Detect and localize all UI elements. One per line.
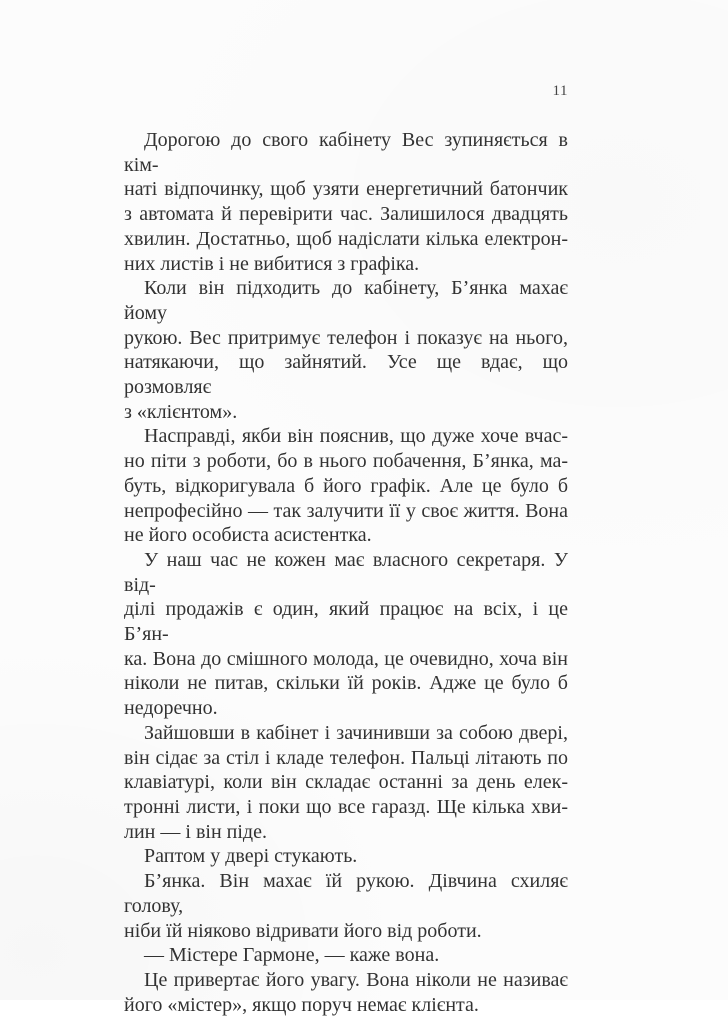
text-line: лин — і він піде. [124,820,267,843]
text-block [124,128,568,1017]
text-line: Насправді, якби він пояснив, що дуже хоче вчас- [144,425,568,448]
text-line: він сідає за стіл і кладе телефон. Пальці літають по [124,746,568,769]
text-line: ка. Вона до смішного молода, це очевидно, хоча він [124,647,568,670]
paragraph [124,869,568,943]
text-line: — Містере Гармоне, — каже вона. [144,944,440,967]
paragraph [124,844,568,869]
text-line: хвилин. Достатньо, щоб надіслати кілька електрон- [124,227,568,250]
paragraph [124,276,568,424]
text-line: рукою. Вес притримує телефон і показує на нього, [124,326,568,349]
paragraph [124,424,568,548]
paragraph [124,721,568,845]
text-line: недоречно. [124,697,218,720]
text-line: його «містер», якщо поруч немає клієнта. [124,993,479,1016]
text-line: наті відпочинку, щоб узяти енергетичний батончик [124,178,568,201]
text-line: них листів і не вибитися з графіка. [124,252,420,275]
text-line: но піти з роботи, бо в нього побачення, Б’янка, ма- [124,450,568,473]
text-line: не його особиста асистентка. [124,524,372,547]
paragraph [124,548,568,721]
text-line: ділі продажів є один, який працює на всіх, і це Б’ян- [124,598,568,646]
text-line: У наш час не кожен має власного секретаря. У від- [124,548,568,596]
text-line: з автомата й перевірити час. Залишилося двадцять [124,203,568,226]
text-line: Б’янка. Він махає їй рукою. Дівчина схиляє голову, [124,870,568,917]
text-line: Це привертає його увагу. Вона ніколи не називає [144,968,568,991]
text-line: Раптом у двері стукають. [144,845,358,868]
page-number: 11 [552,83,568,99]
text-line: Зайшовши в кабінет і зачинивши за собою двері, [144,721,568,744]
text-line: з «клієнтом». [124,400,238,423]
text-line: клавіатурі, коли він складає останні за день елек- [124,771,568,794]
text-line: Коли він підходить до кабінету, Б’янка махає йому [124,277,568,324]
text-line: Дорогою до свого кабінету Вес зупиняється в кім- [124,129,568,176]
text-line: непрофесійно — так залучити її у своє життя. Вона [124,499,568,522]
text-line: ніколи не питав, скільки їй років. Адже це було б [124,672,568,695]
text-line: тронні листи, і поки що все гаразд. Ще кілька хви- [124,795,568,818]
text-line: ніби їй ніяково відривати його від роботи. [124,919,482,942]
paragraph [124,128,568,276]
paragraph [124,943,568,968]
text-line: буть, відкоригувала б його графік. Але це було б [124,474,568,497]
paragraph [124,968,568,1017]
text-line: натякаючи, що зайнятий. Усе ще вдає, що розмовляє [124,351,568,399]
